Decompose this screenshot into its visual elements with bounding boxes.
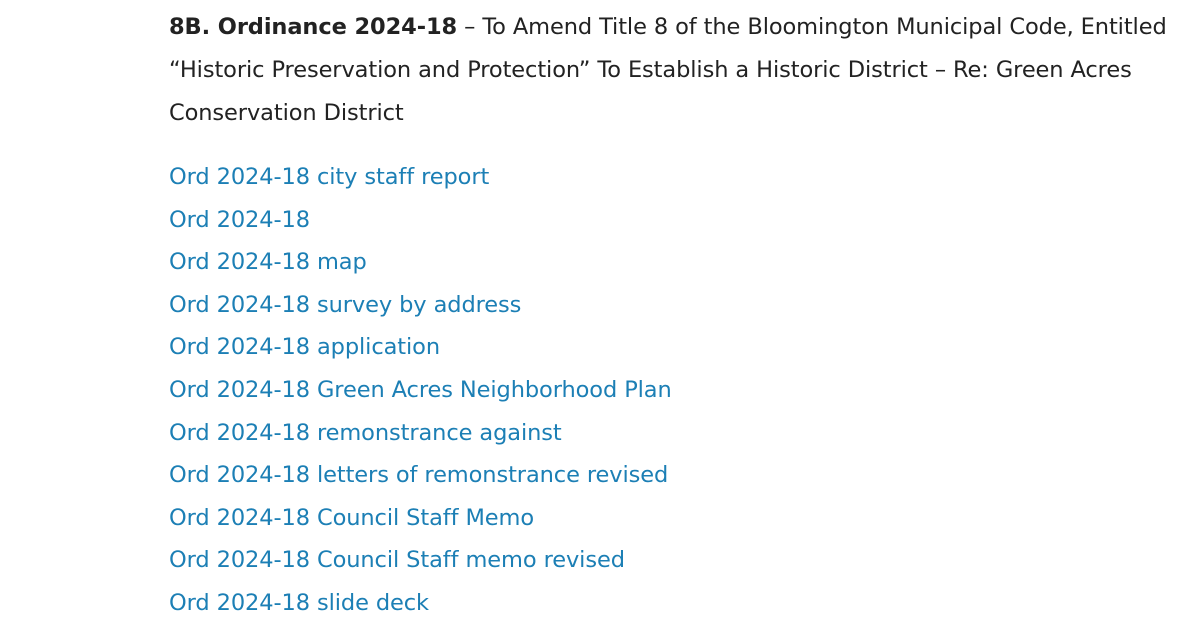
list-item <box>169 497 672 540</box>
list-item <box>169 454 672 497</box>
document-link-neighborhood-plan[interactable]: Ord 2024-18 Green Acres Neighborhood Plan <box>169 376 672 403</box>
document-link-list <box>169 156 672 625</box>
document-link-survey[interactable]: Ord 2024-18 survey by address <box>169 291 522 318</box>
list-item <box>169 241 672 284</box>
ordinance-title: 8B. Ordinance 2024-18 <box>169 14 458 40</box>
document-link-remonstrance[interactable]: Ord 2024-18 remonstrance against <box>169 419 562 446</box>
agenda-item-heading <box>169 0 1169 135</box>
list-item <box>169 156 672 199</box>
list-item <box>169 582 672 625</box>
document-link-slide-deck[interactable]: Ord 2024-18 slide deck <box>169 589 429 616</box>
list-item <box>169 539 672 582</box>
list-item <box>169 412 672 455</box>
document-link-council-memo[interactable]: Ord 2024-18 Council Staff Memo <box>169 504 535 531</box>
document-link-map[interactable]: Ord 2024-18 map <box>169 249 367 276</box>
list-item <box>169 284 672 327</box>
agenda-item-section <box>169 0 1169 616</box>
list-item <box>169 369 672 412</box>
list-item <box>169 199 672 242</box>
document-link-ordinance[interactable]: Ord 2024-18 <box>169 206 310 233</box>
document-link-application[interactable]: Ord 2024-18 application <box>169 334 440 361</box>
document-link-staff-report[interactable]: Ord 2024-18 city staff report <box>169 164 490 190</box>
document-link-council-memo-revised[interactable]: Ord 2024-18 Council Staff memo revised <box>169 547 625 574</box>
document-link-remonstrance-letters[interactable]: Ord 2024-18 letters of remonstrance revised <box>169 462 669 489</box>
ordinance-description: – To Amend Title 8 of the Bloomington Municipal Code, Entitled “Historic Preservation and Protection” To Establish a Historic District – Re: Green Acres Conservation District <box>169 14 1167 126</box>
list-item <box>169 326 672 369</box>
